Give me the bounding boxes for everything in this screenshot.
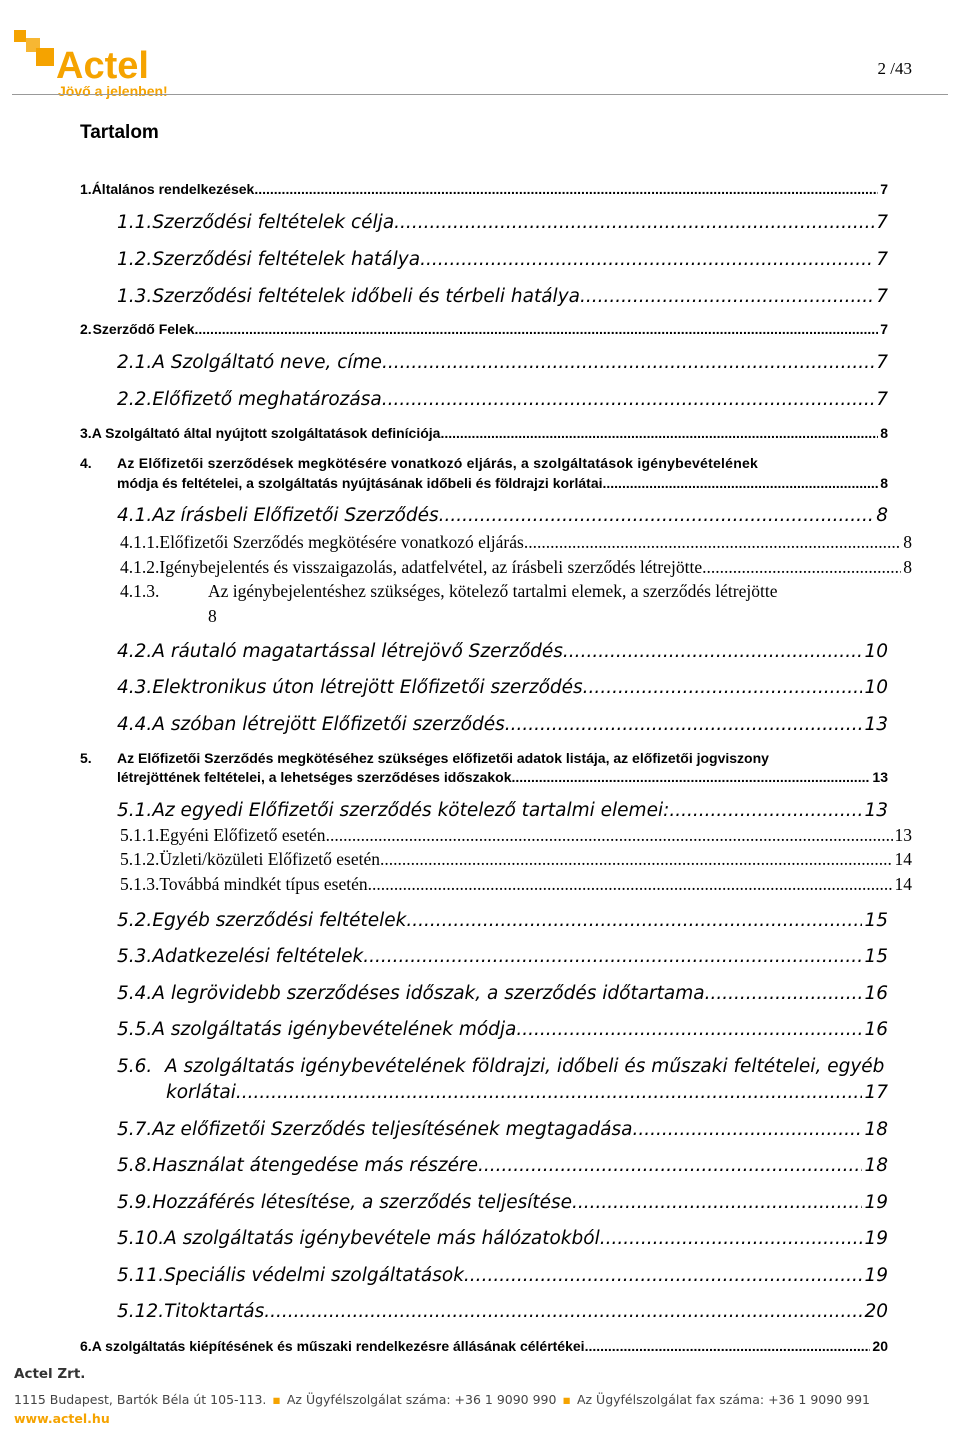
toc-entry[interactable]: 5.9. Hozzáférés létesítése, a szerződés teljesítése ..... 19 [117, 1192, 888, 1213]
footer-fax: Az Ügyfélszolgálat fax száma: +36 1 9090 991 [576, 1392, 870, 1407]
page-footer [0, 1356, 960, 1435]
toc-entry[interactable]: 4.1.1. Előfizetői Szerződés megkötésére vonatkozó eljárás ..... 8 [120, 532, 912, 553]
toc-entry[interactable]: 5.1. Az egyedi Előfizetői szerződés kötelező tartalmi elemei: ..... 13 [117, 800, 888, 821]
toc-entry[interactable]: 1.3. Szerződési feltételek időbeli és térbeli hatálya ..... 7 [117, 286, 888, 307]
logo-tagline: Jövő a jelenben! [58, 83, 168, 99]
toc-entry[interactable]: 6. A szolgáltatás kiépítésének és műszaki rendelkezésre állásának célértékei ..... 20 [80, 1338, 888, 1354]
toc-entry[interactable]: 5.11. Speciális védelmi szolgáltatások ..... 19 [117, 1265, 888, 1286]
toc-entry[interactable]: 1.1. Szerződési feltételek célja ..... 7 [117, 212, 888, 233]
toc-entry-continuation[interactable]: korlátai ..... 17 [166, 1082, 888, 1103]
toc-entry[interactable]: 4.3. Elektronikus úton létrejött Előfizetői szerződés ..... 10 [117, 677, 888, 698]
toc-entry[interactable]: 5.8. Használat átengedése más részére ..... 18 [117, 1155, 888, 1176]
footer-phone: Az Ügyfélszolgálat száma: +36 1 9090 990 [286, 1392, 557, 1407]
toc-entry[interactable]: 4.4. A szóban létrejött Előfizetői szerződés ..... 13 [117, 714, 888, 735]
toc-entry[interactable]: 5.1.2. Üzleti/közületi Előfizető esetén ..... 14 [120, 849, 912, 870]
toc-entry[interactable]: 3. A Szolgáltató által nyújtott szolgáltatások definíciója ..... 8 [80, 425, 888, 441]
toc-entry[interactable]: 4. Az Előfizetői szerződések megkötésére vonatkozó eljárás, a szolgáltatások igénybevételének [80, 455, 759, 471]
toc-entry[interactable]: 5.10. A szolgáltatás igénybevétele más hálózatokból ..... 19 [117, 1228, 888, 1249]
toc-entry[interactable]: 5.1.3. Továbbá mindkét típus esetén ..... 14 [120, 874, 912, 895]
toc-entry[interactable]: 5.7. Az előfizetői Szerződés teljesítésének megtagadása ..... 18 [117, 1119, 888, 1140]
toc-entry[interactable]: 4.2. A ráutaló magatartással létrejövő Szerződés ..... 10 [117, 641, 888, 662]
toc-entry[interactable]: 5.2. Egyéb szerződési feltételek ..... 15 [117, 910, 888, 931]
toc-entry[interactable]: 2.1. A Szolgáltató neve, címe ..... 7 [117, 352, 888, 373]
toc-entry[interactable]: 5. Az Előfizetői Szerződés megkötéséhez szükséges előfizetői adatok listája, az előfizetői jogviszony [80, 750, 769, 766]
toc-entry[interactable]: 5.4. A legrövidebb szerződéses időszak, a szerződés időtartama ..... 16 [117, 983, 888, 1004]
footer-separator: ▪ [562, 1392, 571, 1407]
toc-entry[interactable]: 4.1. Az írásbeli Előfizetői Szerződés ..... 8 [117, 505, 888, 526]
footer-separator: ▪ [272, 1392, 281, 1407]
toc-entry[interactable]: 5.3. Adatkezelési feltételek ..... 15 [117, 946, 888, 967]
toc-entry-continuation[interactable]: létrejöttének feltételei, a lehetséges szerződéses időszakok ..... 13 [117, 769, 888, 785]
footer-website-link[interactable]: www.actel.hu [14, 1411, 110, 1426]
page-number: 2 /43 [877, 59, 912, 78]
toc-entry[interactable]: 4.1.2. Igénybejelentés és visszaigazolás, adatfelvétel, az írásbeli szerződés létrejötte ..... 8 [120, 557, 912, 578]
logo-brand: Actel [56, 45, 149, 87]
header-divider [12, 94, 948, 95]
toc-entry-page: 8 [208, 606, 217, 626]
footer-contact-line [14, 1392, 870, 1407]
toc-entry[interactable]: 5.1.1. Egyéni Előfizető esetén ..... 13 [120, 825, 912, 846]
toc-entry-continuation[interactable]: módja és feltételei, a szolgáltatás nyújtásának időbeli és földrajzi korlátai ..... 8 [117, 475, 888, 491]
toc-entry[interactable]: 5.5. A szolgáltatás igénybevételének módja ..... 16 [117, 1019, 888, 1040]
toc-entry[interactable]: 5.6. A szolgáltatás igénybevételének földrajzi, időbeli és műszaki feltételei, egyéb [117, 1056, 885, 1077]
toc-entry[interactable]: 2. Szerződő Felek ..... 7 [80, 321, 888, 337]
footer-address: 1115 Budapest, Bartók Béla út 105-113. [14, 1392, 267, 1407]
actel-logo [12, 26, 182, 102]
toc-entry[interactable]: 1. Általános rendelkezések ..... 7 [80, 181, 888, 197]
footer-company: Actel Zrt. [14, 1366, 86, 1382]
toc-title: Tartalom [80, 122, 159, 143]
toc-entry[interactable]: 2.2. Előfizető meghatározása ..... 7 [117, 389, 888, 410]
toc-entry[interactable]: 1.2. Szerződési feltételek hatálya ..... 7 [117, 249, 888, 270]
toc-entry[interactable]: 5.12. Titoktartás ..... 20 [117, 1301, 888, 1322]
toc-entry[interactable]: 4.1.3. Az igénybejelentéshez szükséges, kötelező tartalmi elemek, a szerződés létrejötte [120, 581, 778, 601]
